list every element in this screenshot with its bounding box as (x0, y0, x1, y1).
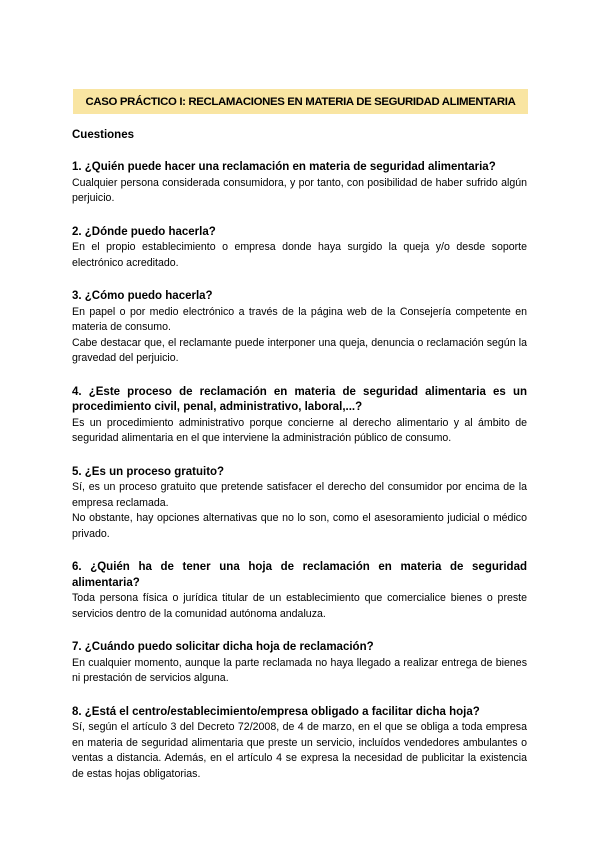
answer-paragraph: Toda persona física o jurídica titular de un establecimiento que comercialice bienes o preste servicios dentro de la comunidad autónoma andaluza. (72, 592, 527, 620)
question-title: 4. ¿Este proceso de reclamación en materia de seguridad alimentaria es un procedimiento civil, penal, administrativo, laboral,...? (72, 385, 527, 413)
question-title: 3. ¿Cómo puedo hacerla? (72, 290, 213, 302)
question-title: 5. ¿Es un proceso gratuito? (72, 465, 225, 478)
question-block-6 (72, 560, 527, 622)
question-block-3 (72, 289, 527, 367)
answer-paragraph: En el propio establecimiento o empresa donde haya surgido la queja y/o desde soporte electrónico acreditado. (72, 241, 527, 269)
document-title: CASO PRÁCTICO I: RECLAMACIONES EN MATERIA DE SEGURIDAD ALIMENTARIA (73, 89, 528, 114)
question-block-4 (72, 385, 527, 447)
question-block-1 (72, 160, 527, 207)
question-block-2 (72, 225, 527, 272)
section-heading: Cuestiones (72, 129, 134, 141)
question-title: 1. ¿Quién puede hacer una reclamación en materia de seguridad alimentaria? (72, 161, 496, 173)
answer-paragraph: Cualquier persona considerada consumidora, y por tanto, con posibilidad de haber sufrido algún perjuicio. (72, 176, 527, 204)
answer-paragraph: En cualquier momento, aunque la parte reclamada no haya llegado a realizar entrega de bienes ni prestación de servicios alguna. (72, 656, 527, 684)
answer-paragraph: Es un procedimiento administrativo porque concierne al derecho alimentario y al ámbito de seguridad alimentaria en el que interviene la administración público de consumo. (72, 416, 527, 444)
answer-paragraph: No obstante, hay opciones alternativas que no lo son, como el asesoramiento judicial o médico privado. (72, 512, 527, 540)
question-title: 6. ¿Quién ha de tener una hoja de reclamación en materia de seguridad alimentaria? (72, 561, 527, 589)
question-block-8 (72, 705, 527, 783)
question-title: 8. ¿Está el centro/establecimiento/empresa obligado a facilitar dicha hoja? (72, 705, 480, 718)
question-block-7 (72, 640, 527, 687)
question-title: 7. ¿Cuándo puedo solicitar dicha hoja de reclamación? (72, 641, 374, 653)
question-block-5 (72, 465, 527, 543)
answer-paragraph: Sí, según el artículo 3 del Decreto 72/2008, de 4 de marzo, en el que se obliga a toda empresa en materia de seguridad alimentaria que preste un servicio, incluídos vendedores ambulantes o ventas a distancia. Además, en el artículo 4 se expresa la necesidad de publicitar la existencia de estas hojas obligatorias. (72, 721, 527, 780)
question-title: 2. ¿Dónde puedo hacerla? (72, 225, 216, 238)
document-body (72, 127, 527, 782)
answer-paragraph: Sí, es un proceso gratuito que pretende satisfacer el derecho del consumidor por encima de la empresa reclamada. (72, 481, 527, 509)
answer-paragraph: Cabe destacar que, el reclamante puede interponer una queja, denuncia o reclamación según la gravedad del perjuicio. (72, 336, 527, 364)
answer-paragraph: En papel o por medio electrónico a través de la página web de la Consejería competente en materia de consumo. (72, 305, 527, 333)
